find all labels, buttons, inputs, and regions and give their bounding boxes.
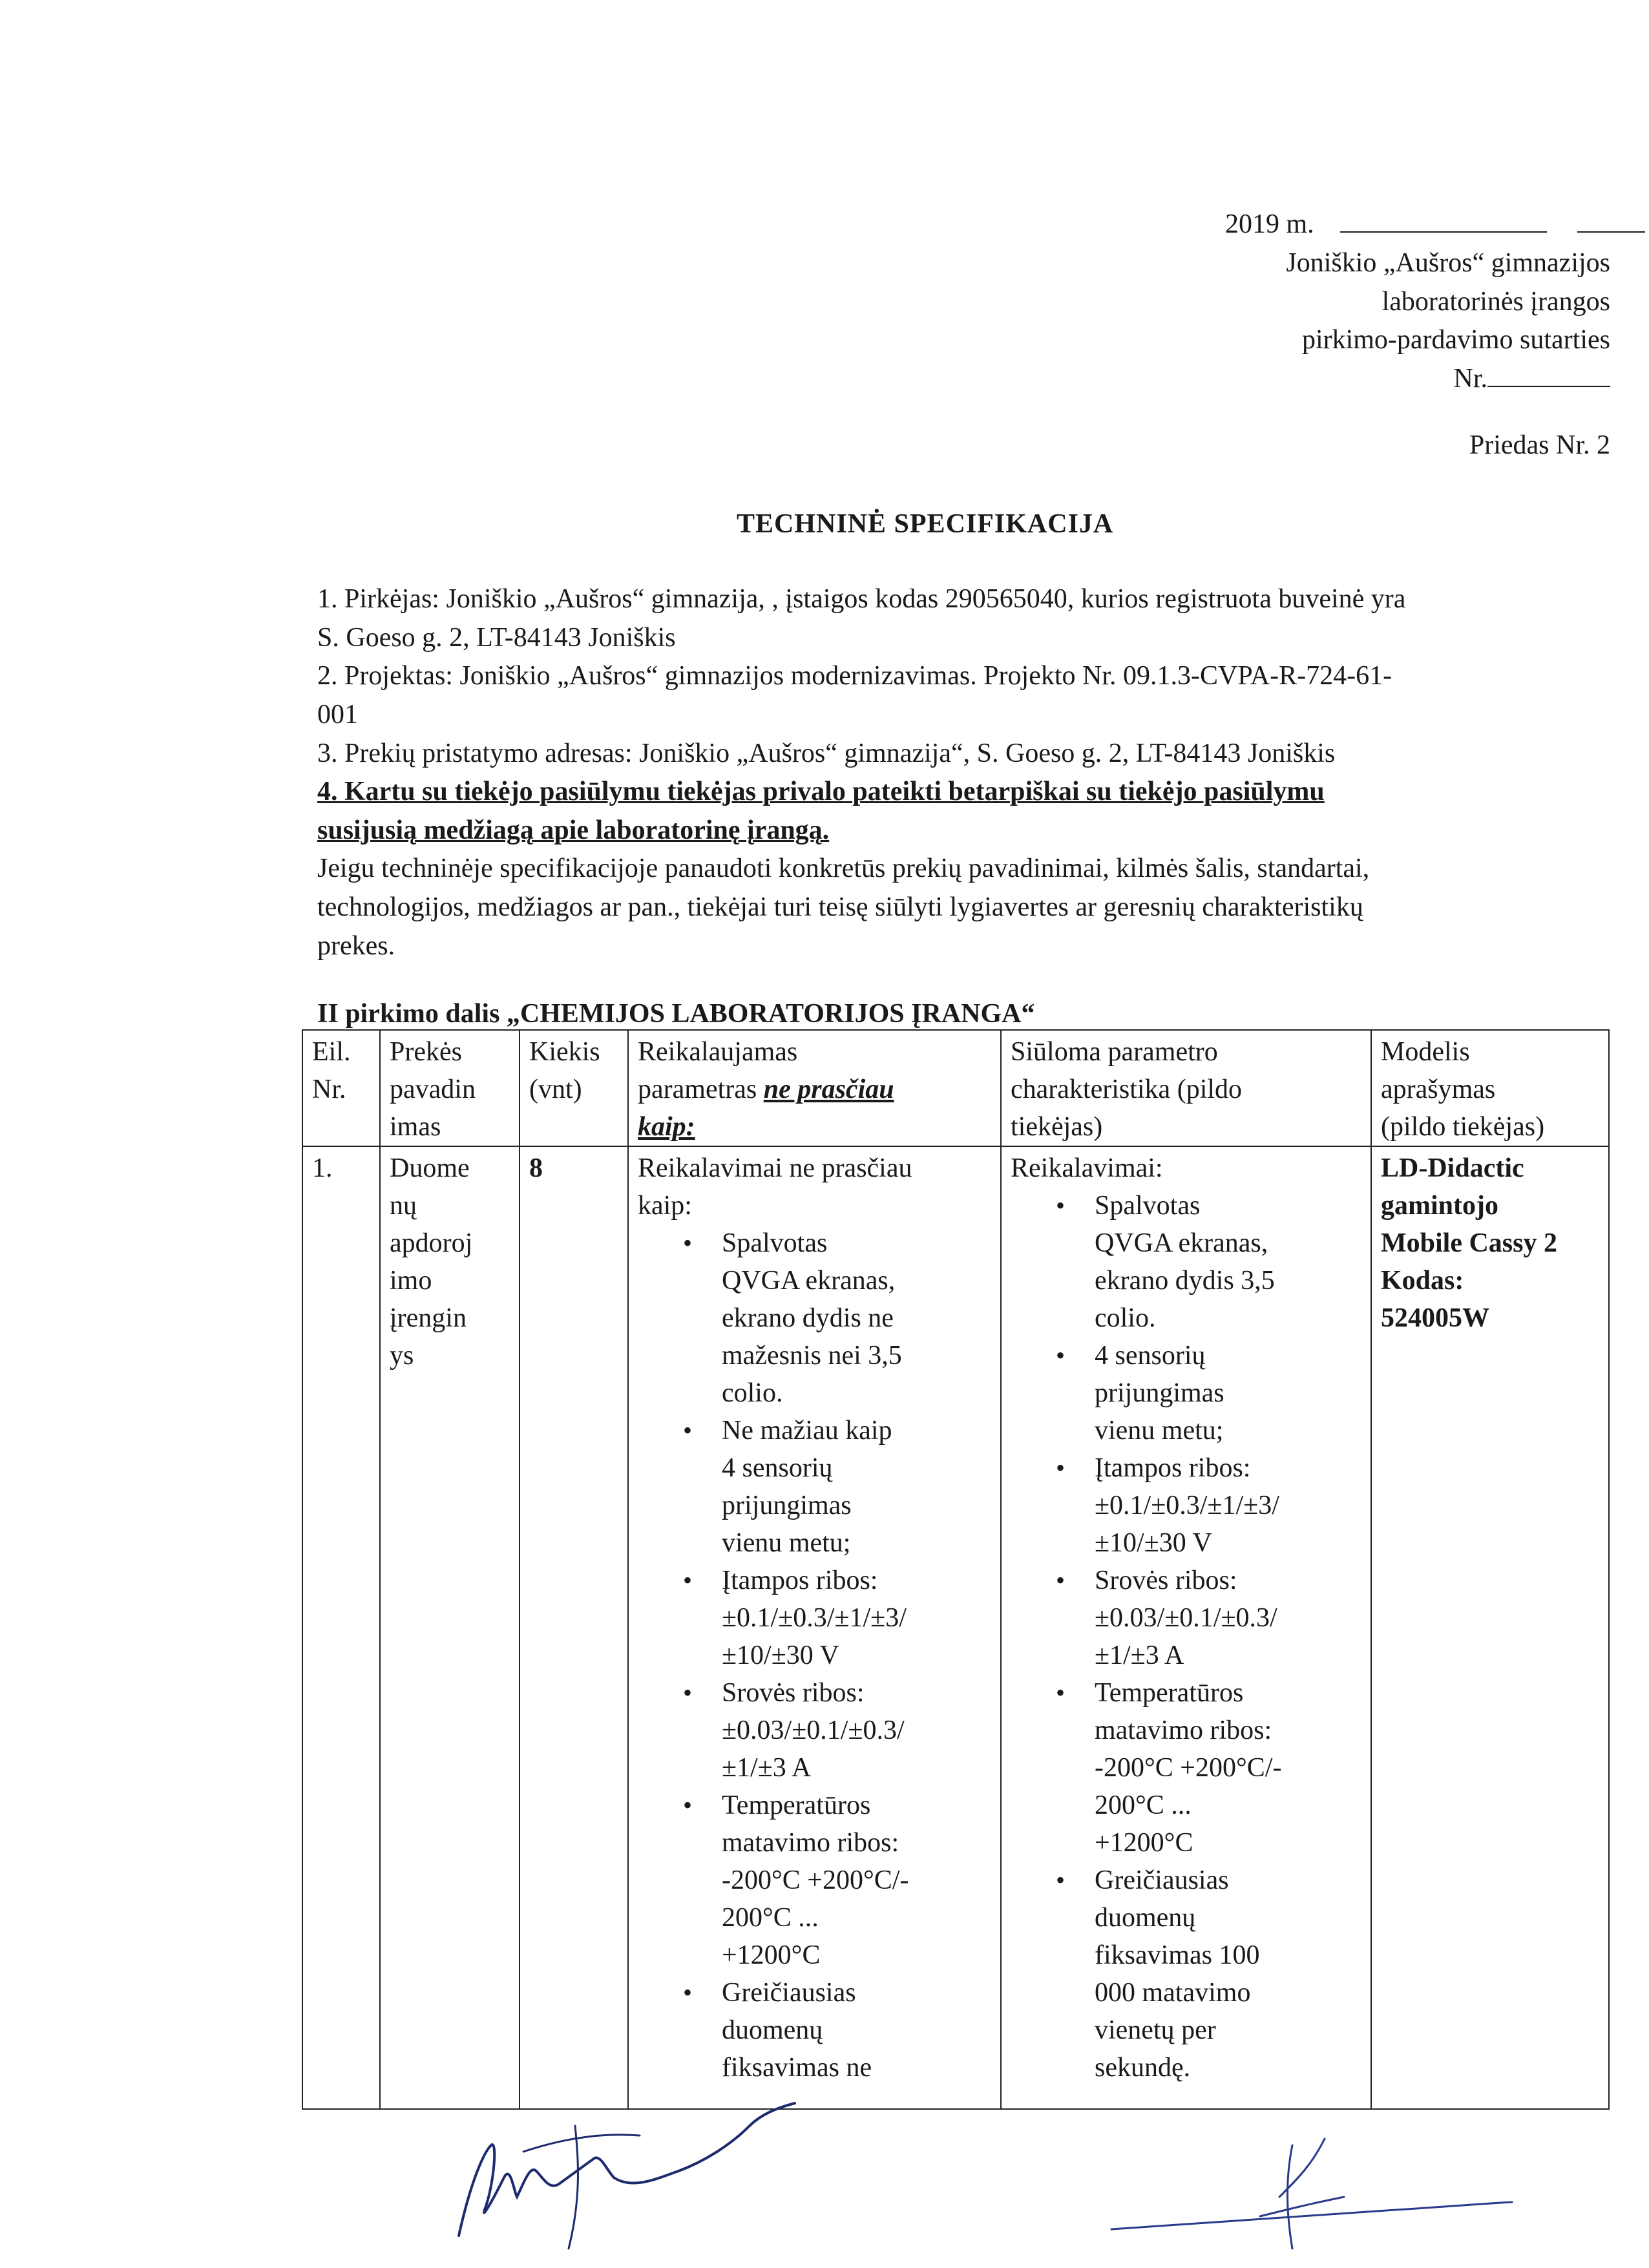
date-blank-short xyxy=(1577,208,1645,233)
row-required-params: Reikalavimai ne prasčiau kaip: • Spalvotas QVGA ekranas, ekrano dydis ne mažesnis nei 3,5 colio. • Ne mažiau kaip 4 sensorių prijungimas vienu metu; • Įtampos ribos: ±0.1/±0.3/±1/±3/ ±10/±30 V • Srovės ribos: ±0.03/±0.1/±0.3/ ±1/±3 A • Temperatūros matavimo ribos: -200°C +200°C/- 200°C ... +1200°C • Greičiausias duomenų fiksavimas ne xyxy=(628,1146,1001,2109)
date-blank xyxy=(1340,208,1547,233)
list-item: • Greičiausias duomenų fiksavimas ne xyxy=(638,1974,993,2086)
project-line: 2. Projektas: Joniškio „Aušros“ gimnazijos modernizavimas. Projekto Nr. 09.1.3-CVPA-R-724-61- xyxy=(317,661,1392,691)
list-item: • Greičiausias duomenų fiksavimas 100 000 matavimo vienetų per sekundę. xyxy=(1011,1862,1363,2086)
list-item: • Įtampos ribos: ±0.1/±0.3/±1/±3/ ±10/±30 V xyxy=(1011,1449,1363,1562)
part-title: II pirkimo dalis „CHEMIJOS LABORATORIJOS ĮRANGA“ xyxy=(317,999,1035,1029)
required-list xyxy=(638,1224,993,2086)
row-offered-params: Reikalavimai: • Spalvotas QVGA ekranas, ekrano dydis 3,5 colio. • 4 sensorių prijungimas vienu metu; • Įtampos ribos: ±0.1/±0.3/±1/±3/ ±10/±30 V • Srovės ribos: ±0.03/±0.1/±0.3/ ±1/±3 A • Temperatūros matavimo ribos: -200°C +200°C/- 200°C ... +1200°C • Greičiausias duomenų fiksavimas 100 000 matavimo vienetų per sekundę. xyxy=(1001,1146,1371,2109)
specification-table xyxy=(302,1029,1610,2110)
date-line: 2019 m. xyxy=(1182,205,1648,244)
list-item: • Įtampos ribos: ±0.1/±0.3/±1/±3/ ±10/±30 V xyxy=(638,1562,993,1674)
header-quantity: Kiekis (vnt) xyxy=(520,1030,628,1146)
row-item-name: Duome nų apdoroj imo įrengin ys xyxy=(380,1146,520,2109)
intro-paragraphs xyxy=(317,580,1405,965)
buyer-signature xyxy=(446,2100,808,2262)
row-model-description: LD-Didactic gamintojo Mobile Cassy 2 Kodas: 524005W xyxy=(1371,1146,1609,2109)
header-required-params-line2: parametras ne prasčiau xyxy=(638,1075,894,1104)
offered-list xyxy=(1011,1187,1363,2086)
list-item: • Spalvotas QVGA ekranas, ekrano dydis ne mažesnis nei 3,5 colio. xyxy=(638,1224,993,1412)
buyer-line: 1. Pirkėjas: Joniškio „Aušros“ gimnazija, , įstaigos kodas 290565040, kurios registruota buveinė yra xyxy=(317,584,1406,614)
list-item: • Spalvotas QVGA ekranas, ekrano dydis 3,5 colio. xyxy=(1011,1187,1363,1337)
delivery-address: 3. Prekių pristatymo adresas: Joniškio „Aušros“ gimnazija“, S. Goeso g. 2, LT-84143 Joniškis xyxy=(317,738,1336,768)
list-item: • 4 sensorių prijungimas vienu metu; xyxy=(1011,1337,1363,1449)
equivalence-note: Jeigu techninėje specifikacijoje panaudoti konkretūs prekių pavadinimai, kilmės šalis, standartai, xyxy=(317,854,1370,884)
equivalence-note-end: prekes. xyxy=(317,930,395,961)
header-item-name: Prekės pavadin imas xyxy=(380,1030,520,1146)
supplier-signature xyxy=(1098,2119,1525,2255)
list-item: • Ne mažiau kaip 4 sensorių prijungimas vienu metu; xyxy=(638,1412,993,1562)
equivalence-note-cont: technologijos, medžiagos ar pan., tiekėjai turi teisę siūlyti lygiavertes ar geresnių charakteristikų xyxy=(317,892,1363,922)
table-header-row xyxy=(302,1030,1609,1146)
contract-header xyxy=(1182,205,1648,244)
list-item: • Temperatūros matavimo ribos: -200°C +200°C/- 200°C ... +1200°C xyxy=(1011,1674,1363,1862)
header-model-description: Modelis aprašymas (pildo tiekėjas) xyxy=(1371,1030,1609,1146)
row-nr: 1. xyxy=(302,1146,380,2109)
supplier-requirement: 4. Kartu su tiekėjo pasiūlymu tiekėjas privalo pateikti betarpiškai su tiekėjo pasiūlymu xyxy=(317,777,1325,807)
number-blank xyxy=(1487,362,1610,387)
page-title: TECHNINĖ SPECIFIKACIJA xyxy=(737,509,1114,539)
annex-label: Priedas Nr. 2 xyxy=(1469,430,1610,460)
header-offered-params: Siūloma parametro charakteristika (pildo tiekėjas) xyxy=(1001,1030,1371,1146)
supplier-requirement-cont: susijusią medžiagą apie laboratorinę įrangą. xyxy=(317,815,830,845)
project-number-tail: 001 xyxy=(317,699,358,730)
header-required-params: Reikalaujamas parametras ne prasčiau kaip: xyxy=(628,1030,1001,1146)
contract-reference: Joniškio „Aušros“ gimnazijos laboratorinės įrangos pirkimo-pardavimo sutarties Nr. xyxy=(1029,244,1610,399)
row-quantity: 8 xyxy=(520,1146,628,2109)
contract-number: Nr. xyxy=(1029,360,1610,399)
buyer-address: S. Goeso g. 2, LT-84143 Joniškis xyxy=(317,622,676,653)
list-item: • Srovės ribos: ±0.03/±0.1/±0.3/ ±1/±3 A xyxy=(638,1674,993,1787)
list-item: • Temperatūros matavimo ribos: -200°C +200°C/- 200°C ... +1200°C xyxy=(638,1787,993,1974)
list-item: • Srovės ribos: ±0.03/±0.1/±0.3/ ±1/±3 A xyxy=(1011,1562,1363,1674)
table-row xyxy=(302,1146,1609,2109)
header-nr: Eil. Nr. xyxy=(302,1030,380,1146)
